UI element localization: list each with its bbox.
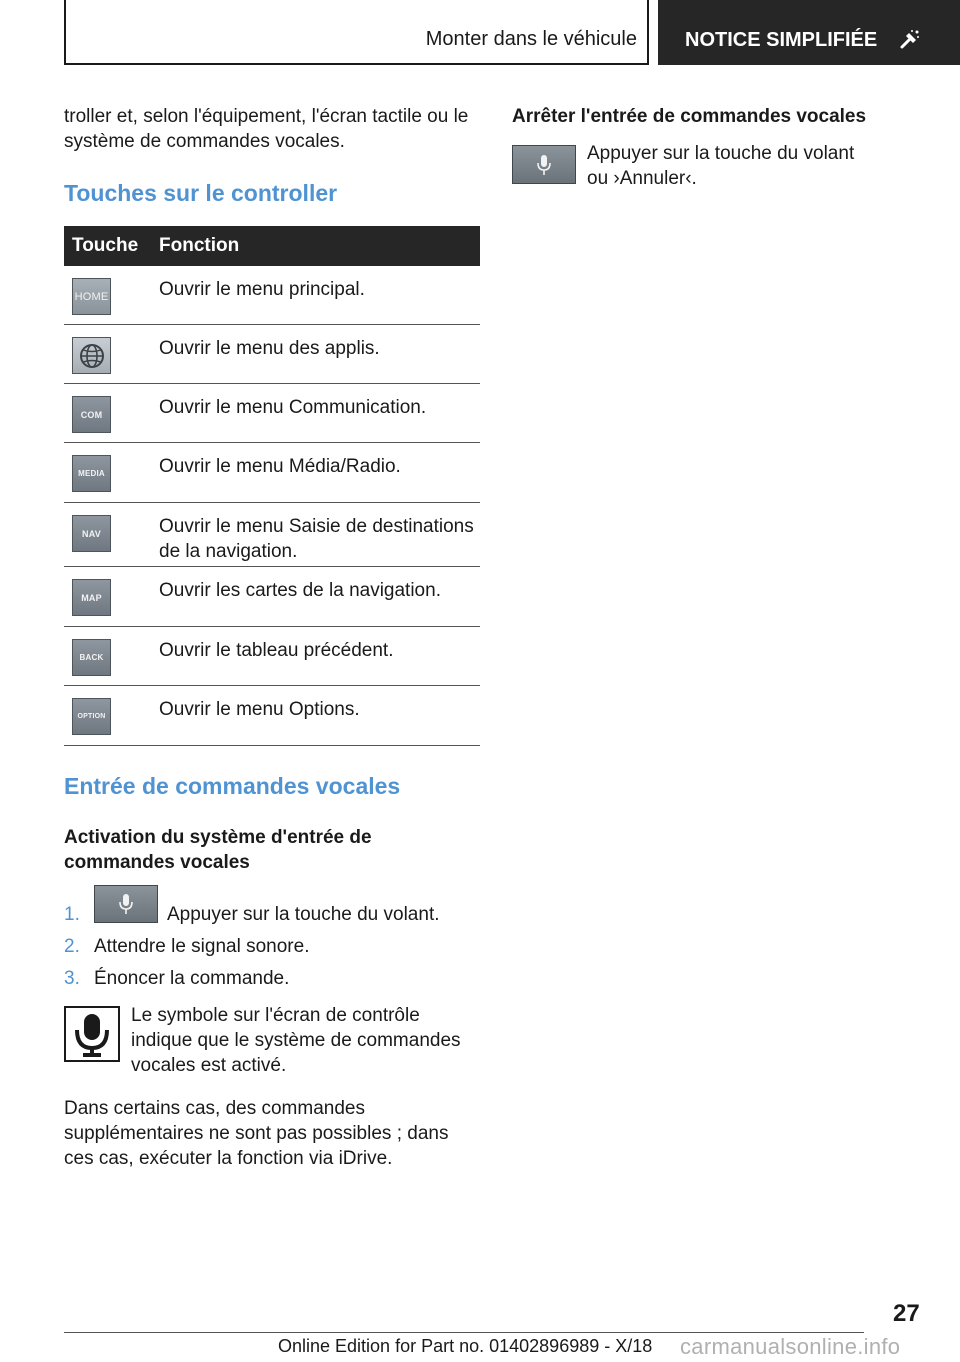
voice-heading: Entrée de commandes vocales [64,773,401,799]
option-key-icon: OPTION [72,698,111,735]
table-row [64,503,480,567]
row-function: Ouvrir le menu Média/Radio. [159,456,401,477]
footer-edition: Online Edition for Part no. 01402896989 - X/18 [278,1336,653,1356]
column-header-key: Touche [72,235,139,256]
chapter-title: NOTICE SIMPLIFIÉE [685,29,878,51]
row-function: Ouvrir le menu Options. [159,699,360,720]
step-number: 2. [64,936,80,957]
nav-key-icon: NAV [72,515,111,552]
map-key-icon: MAP [72,579,111,616]
step-text: Appuyer sur la touche du volant. [167,904,440,925]
controller-keys-table [64,226,480,746]
table-row [64,266,480,325]
row-function: Ouvrir le menu principal. [159,279,365,300]
row-function: Ouvrir les cartes de la navigation. [159,580,441,601]
row-function: Ouvrir le menu des applis. [159,338,380,359]
home-key-icon: HOME [72,278,111,315]
step-number: 1. [64,904,80,925]
row-function: Ouvrir le menu Saisie de destinations de la navigation. [159,516,474,562]
footer-divider [64,1332,864,1333]
apps-globe-icon [72,337,111,374]
stop-text: Appuyer sur la touche du volant ou ›Annuler‹. [587,143,855,189]
row-function: Ouvrir le menu Communication. [159,397,427,418]
column-header-function: Fonction [159,235,240,256]
com-key-icon: COM [72,396,111,433]
step-text: Attendre le signal sonore. [94,936,310,957]
voice-subheading: Activation du système d'entrée de commandes vocales [64,827,372,873]
left-column [64,104,480,154]
row-function: Ouvrir le tableau précédent. [159,640,394,661]
media-key-icon: MEDIA [72,455,111,492]
back-key-icon: BACK [72,639,111,676]
symbol-note: Le symbole sur l'écran de contrôle indique que le système de commandes vocales est activé. [131,1005,461,1076]
table-row [64,567,480,627]
page-number: 27 [893,1300,920,1327]
intro-paragraph: troller et, selon l'équipement, l'écran tactile ou le système de commandes vocales. [64,106,469,152]
wrench-icon [894,27,922,55]
steering-mic-button-icon [94,885,158,923]
table-row [64,325,480,384]
footer-watermark: carmanualsonline.info [680,1334,901,1359]
step-number: 3. [64,968,80,989]
section-title: Monter dans le véhicule [425,28,637,50]
voice-active-microphone-icon [64,1006,120,1062]
chapter-tab [658,0,960,65]
steering-mic-button-icon [512,145,576,184]
stop-heading: Arrêter l'entrée de commandes vocales [512,106,867,127]
step-text: Énoncer la commande. [94,968,290,989]
limitation-note: Dans certains cas, des commandes supplémentaires ne sont pas possibles ; dans ces cas, exécuter la fonction via iDrive. [64,1098,449,1169]
table-header [64,226,480,266]
controller-heading: Touches sur le controller [64,180,338,206]
table-row [64,627,480,686]
table-row [64,443,480,503]
table-row [64,686,480,746]
header-section-box [64,0,649,65]
table-row [64,384,480,443]
